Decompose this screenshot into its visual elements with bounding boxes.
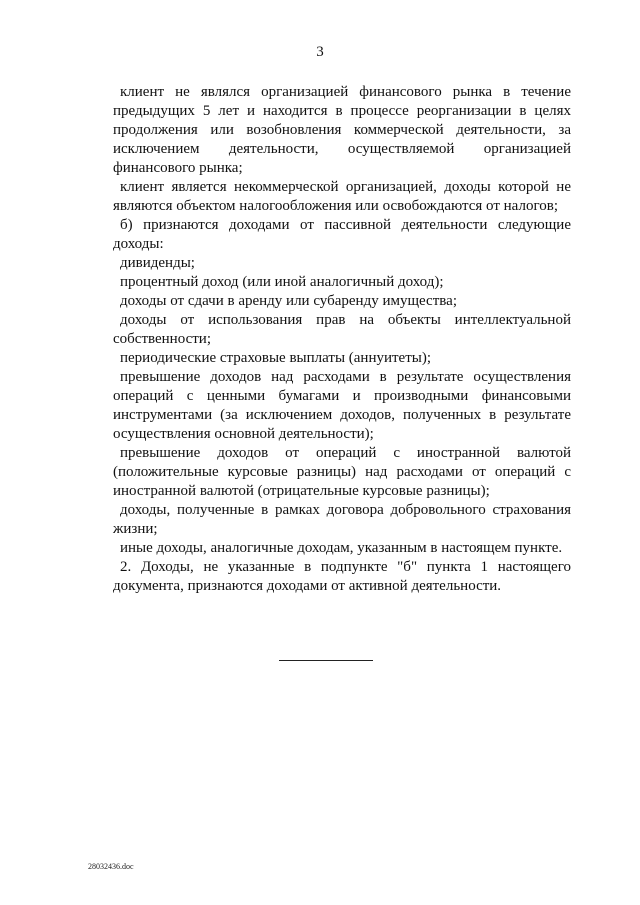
paragraph-active-income: 2. Доходы, не указанные в подпункте "б" пункта 1 настоящего документа, признаются доходами от активной деятельности. (113, 559, 571, 594)
footer-file-code: 28032436.doc (88, 862, 134, 871)
list-item-interest-income: процентный доход (или иной аналогичный доход); (120, 274, 444, 290)
document-body (113, 83, 571, 596)
list-item-annuities: периодические страховые выплаты (аннуитеты); (120, 350, 432, 366)
list-item-life-insurance-income: доходы, полученные в рамках договора добровольного страхования жизни; (113, 502, 571, 537)
list-item-dividends: дивиденды; (120, 255, 195, 271)
paragraph-passive-income-intro: б) признаются доходами от пассивной деятельности следующие доходы: (113, 217, 571, 252)
paragraph-client-not-financial-org: клиент не являлся организацией финансового рынка в течение предыдущих 5 лет и находится в процессе реорганизации в целях продолжения или возобновления коммерческой деятельности, за исключением деятельности, осуществляемой организацией финансового рынка; (113, 84, 571, 176)
page-number: 3 (316, 44, 324, 60)
list-item-intellectual-property-income: доходы от использования прав на объекты интеллектуальной собственности; (113, 312, 571, 347)
paragraph-client-nonprofit: клиент является некоммерческой организацией, доходы которой не являются объектом налогообложения или освобождаются от налогов; (113, 179, 571, 214)
list-item-currency-gains: превышение доходов от операций с иностранной валютой (положительные курсовые разницы) над расходами от операций с иностранной валютой (отрицательные курсовые разницы); (113, 445, 571, 499)
list-item-other-similar-income: иные доходы, аналогичные доходам, указанным в настоящем пункте. (120, 540, 563, 556)
closing-divider (279, 660, 373, 661)
list-item-securities-gains: превышение доходов над расходами в результате осуществления операций с ценными бумагами и производными финансовыми инструментами (за исключением доходов, полученных в результате осуществления основной деятельности); (113, 369, 571, 442)
list-item-rental-income: доходы от сдачи в аренду или субаренду имущества; (120, 293, 457, 309)
